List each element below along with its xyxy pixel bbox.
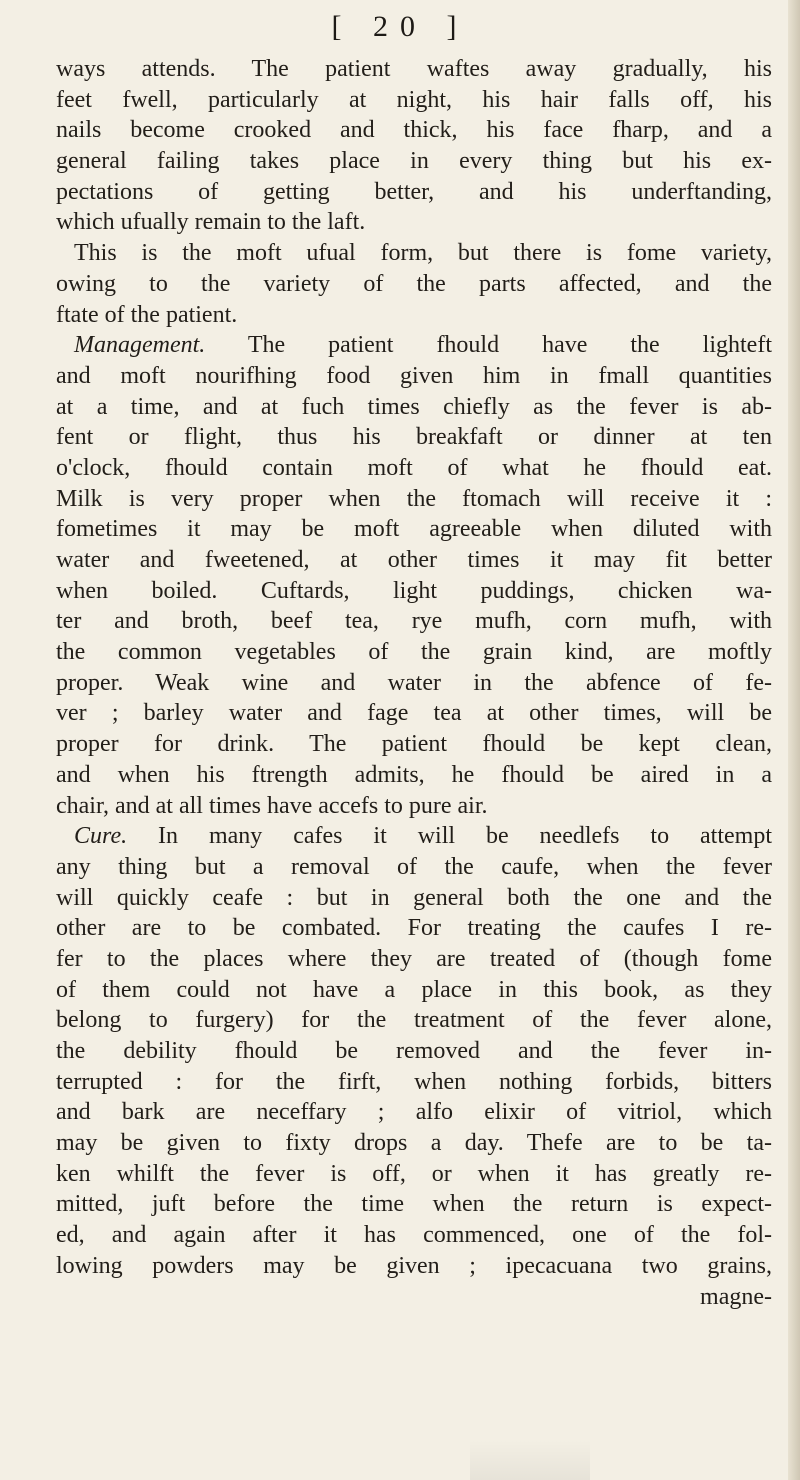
text-line: and bark are neceffary ; alfo elixir of vitriol, which	[56, 1099, 772, 1126]
section-heading: Management.	[74, 332, 206, 359]
text-line: ken whilft the fever is off, or when it has greatly re-	[56, 1160, 772, 1187]
text-line: general failing takes place in every thing but his ex-	[56, 148, 772, 175]
text-line: Milk is very proper when the ftomach will receive it :	[56, 485, 772, 512]
text-line: the debility fhould be removed and the fever in-	[56, 1038, 772, 1064]
text-line: chair, and at all times have accefs to pure air.	[56, 792, 488, 819]
text-line: ter and broth, beef tea, rye mufh, corn mufh, with	[56, 608, 772, 635]
section-heading: Cure.	[74, 823, 128, 850]
catchword: magne-	[700, 1283, 772, 1310]
page-edge-shadow	[788, 0, 800, 1480]
text-line: any thing but a removal of the caufe, when the fever	[56, 853, 772, 880]
text-line: owing to the variety of the parts affected, and the	[56, 270, 772, 297]
page-number: [ 20 ]	[331, 10, 469, 43]
text-line: ed, and again after it has commenced, one of the fol-	[56, 1222, 772, 1249]
text-line: proper for drink. The patient fhould be kept clean,	[56, 731, 772, 758]
body-text	[56, 54, 772, 1312]
text-line: pectations of getting better, and his underftanding,	[56, 178, 772, 205]
text-line: at a time, and at fuch times chiefly as the fever is ab-	[56, 393, 772, 420]
scan-smudge	[470, 1440, 590, 1480]
text-line: and moft nourifhing food given him in fmall quantities	[56, 362, 772, 389]
text-line: terrupted : for the firft, when nothing forbids, bitters	[56, 1068, 772, 1095]
text-line: ways attends. The patient waftes away gradually, his	[56, 56, 772, 82]
text-line: the common vegetables of the grain kind, are moftly	[56, 639, 772, 666]
text-line: Management. The patient fhould have the lighteft	[74, 332, 772, 359]
text-line: Cure. In many cafes it will be needlefs to attempt	[74, 823, 772, 850]
text-line: other are to be combated. For treating the caufes I re-	[56, 915, 772, 942]
text-line: lowing powders may be given ; ipecacuana two grains,	[56, 1252, 772, 1279]
text-line: belong to furgery) for the treatment of the fever alone,	[56, 1007, 772, 1034]
text-line: when boiled. Cuftards, light puddings, chicken wa-	[56, 577, 772, 604]
text-line: fent or flight, thus his breakfaft or dinner at ten	[56, 424, 772, 451]
text-line: nails become crooked and thick, his face fharp, and a	[56, 117, 772, 144]
text-line: may be given to fixty drops a day. Thefe are to be ta-	[56, 1130, 772, 1157]
text-line: feet fwell, particularly at night, his hair falls off, his	[56, 86, 772, 113]
text-line: fer to the places where they are treated of (though fome	[56, 945, 772, 972]
text-line: proper. Weak wine and water in the abfence of fe-	[56, 669, 772, 696]
text-line: o'clock, fhould contain moft of what he fhould eat.	[56, 454, 772, 481]
text-line: This is the moft ufual form, but there is fome variety,	[74, 240, 772, 267]
text-line: which ufually remain to the laft.	[56, 209, 366, 236]
text-line: fometimes it may be moft agreeable when diluted with	[56, 516, 772, 543]
text-line: water and fweetened, at other times it may fit better	[56, 547, 772, 573]
text-line: ver ; barley water and fage tea at other times, will be	[56, 700, 772, 727]
text-line: of them could not have a place in this book, as they	[56, 976, 772, 1003]
text-line: mitted, juft before the time when the return is expect-	[56, 1191, 772, 1218]
text-line: ftate of the patient.	[56, 301, 238, 328]
text-line: and when his ftrength admits, he fhould be aired in a	[56, 761, 772, 788]
text-line: will quickly ceafe : but in general both the one and the	[56, 884, 772, 911]
